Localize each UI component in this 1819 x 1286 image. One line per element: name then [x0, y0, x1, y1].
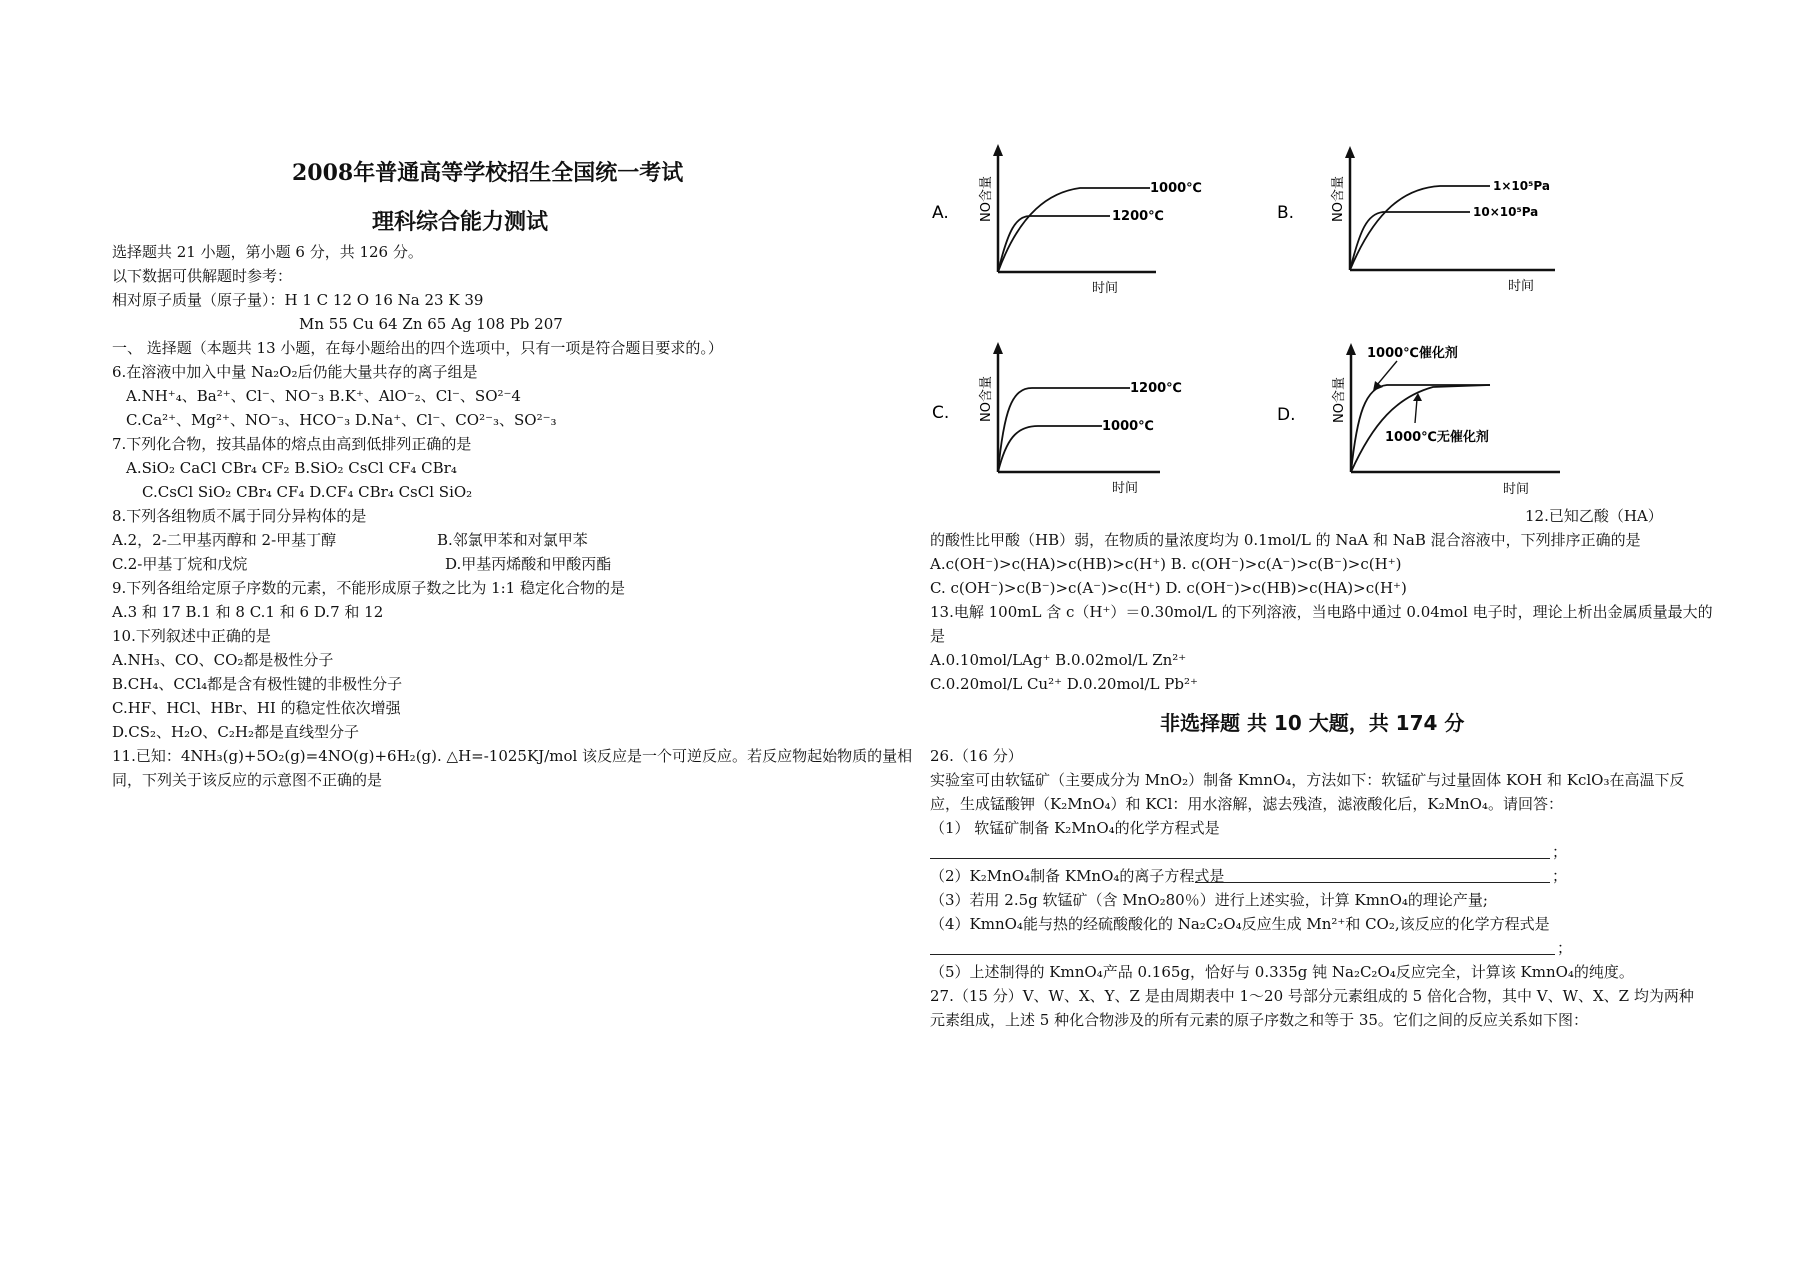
section-heading: 一、 选择题（本题共 13 小题，在每小题给出的四个选项中，只有一项是符合题目要求的。）: [112, 339, 723, 357]
option-line: C. c(OH⁻)>c(B⁻)>c(A⁻)>c(H⁺) D. c(OH⁻)>c(HB)>c(HA)>c(H⁺): [930, 579, 1407, 597]
graph-label: D.: [1277, 405, 1296, 425]
intro-line: 选择题共 21 小题，第小题 6 分，共 126 分。: [112, 243, 423, 261]
x-axis-label: 时间: [1112, 481, 1139, 496]
blank-end-mark: ；: [1552, 843, 1568, 861]
intro-line: 以下数据可供解题时参考：: [112, 267, 293, 285]
question-26-text: 应，生成锰酸钾（K₂MnO₄）和 KCl：用水溶解，滤去残渣，滤液酸化后，K₂MnO₄。请回答：: [930, 795, 1563, 813]
curve-10e5: [1350, 212, 1470, 270]
x-axis-label: 时间: [1092, 281, 1119, 296]
question-8: 8.下列各组物质不属于同分异构体的是: [112, 507, 367, 525]
curve-label: 10×10⁵Pa: [1473, 205, 1539, 219]
curve-label: 1000℃催化剂: [1367, 346, 1458, 361]
curve-label: 1200℃: [1112, 209, 1164, 224]
atomic-mass-line: 相对原子质量（原子量）：H 1 C 12 O 16 Na 23 K 39: [112, 291, 484, 309]
option-a: A.2，2-二甲基丙醇和 2-甲基丁醇: [112, 531, 337, 549]
option-d: D.CS₂、H₂O、C₂H₂都是直线型分子: [112, 723, 360, 741]
curve-1e5: [1350, 186, 1490, 270]
blank-end-mark: ；: [1552, 867, 1568, 885]
exam-title: 2008年普通高等学校招生全国统一考试: [292, 160, 684, 186]
question-27-cont: 元素组成，上述 5 种化合物涉及的所有元素的原子序数之和等于 35。它们之间的反应关系如下图：: [930, 1011, 1588, 1029]
curve-label: 1000℃: [1150, 181, 1202, 196]
subquestion-5: （5）上述制得的 KmnO₄产品 0.165g，恰好与 0.335g 钝 Na₂C₂O₄反应完全，计算该 KmnO₄的纯度。: [930, 963, 1634, 981]
curve-label: 1000℃无催化剂: [1385, 430, 1489, 445]
option-line: C.Ca²⁺、Mg²⁺、NO⁻₃、HCO⁻₃ D.Na⁺、Cl⁻、CO²⁻₃、SO²⁻₃: [126, 411, 557, 429]
graph-label: A.: [932, 203, 949, 223]
question-7: 7.下列化合物，按其晶体的熔点由高到低排列正确的是: [112, 435, 472, 453]
option-line: C.0.20mol/L Cu²⁺ D.0.20mol/L Pb²⁺: [930, 675, 1198, 693]
option-line: A.NH⁺₄、Ba²⁺、Cl⁻、NO⁻₃ B.K⁺、AlO⁻₂、Cl⁻、SO²⁻4: [126, 387, 521, 405]
option-line: A.0.10mol/LAg⁺ B.0.02mol/L Zn²⁺: [930, 651, 1187, 669]
question-12-cont: 的酸性比甲酸（HB）弱，在物质的量浓度均为 0.1mol/L 的 NaA 和 NaB 混合溶液中，下列排序正确的是: [930, 531, 1641, 549]
subquestion-2: （2）K₂MnO₄制备 KMnO₄的离子方程式是: [930, 867, 1225, 885]
x-axis-label: 时间: [1508, 279, 1535, 294]
atomic-mass-line: Mn 55 Cu 64 Zn 65 Ag 108 Pb 207: [299, 315, 563, 333]
curve-1200: [998, 216, 1110, 272]
curve-label: 1200℃: [1130, 381, 1182, 396]
question-10: 10.下列叙述中正确的是: [112, 627, 271, 645]
graph-label: C.: [932, 403, 950, 423]
option-b: B.邻氯甲苯和对氯甲苯: [437, 531, 588, 549]
question-27: 27.（15 分）V、W、X、Y、Z 是由周期表中 1～20 号部分元素组成的 5 倍化合物，其中 V、W、X、Z 均为两种: [930, 987, 1694, 1005]
y-axis-label: NO含量: [1331, 176, 1346, 222]
option-c: C.HF、HCl、HBr、HI 的稳定性依次增强: [112, 699, 401, 717]
x-axis-label: 时间: [1503, 482, 1530, 497]
graph-b: [1265, 140, 1585, 300]
option-line: A.3 和 17 B.1 和 8 C.1 和 6 D.7 和 12: [112, 603, 384, 621]
answer-blank: [930, 858, 1550, 859]
graph-d: [1265, 335, 1585, 500]
option-a: A.NH₃、CO、CO₂都是极性分子: [112, 651, 334, 669]
curve-label: 1×10⁵Pa: [1493, 179, 1550, 193]
curve-label: 1000℃: [1102, 419, 1154, 434]
subquestion-1: （1） 软锰矿制备 K₂MnO₄的化学方程式是: [930, 819, 1220, 837]
option-line: A.c(OH⁻)>c(HA)>c(HB)>c(H⁺) B. c(OH⁻)>c(A⁻)>c(B⁻)>c(H⁺): [930, 555, 1402, 573]
question-26: 26.（16 分）: [930, 747, 1023, 765]
blank-end-mark: ；: [1557, 939, 1573, 957]
option-c: C.2-甲基丁烷和戊烷: [112, 555, 248, 573]
question-11: 11.已知：4NH₃(g)+5O₂(g)=4NO(g)+6H₂(g). △H=-1025KJ/mol 该反应是一个可逆反应。若反应物起始物质的量相: [112, 747, 913, 765]
question-9: 9.下列各组给定原子序数的元素，不能形成原子数之比为 1:1 稳定化合物的是: [112, 579, 625, 597]
question-13-cont: 是: [930, 627, 946, 645]
section-heading: 非选择题 共 10 大题，共 174 分: [1160, 711, 1465, 735]
option-line: A.SiO₂ CaCl CBr₄ CF₂ B.SiO₂ CsCl CF₄ CBr₄: [126, 459, 457, 477]
graph-label: B.: [1277, 203, 1295, 223]
question-26-text: 实验室可由软锰矿（主要成分为 MnO₂）制备 KmnO₄，方法如下：软锰矿与过量固体 KOH 和 KclO₃在高温下反: [930, 771, 1685, 789]
y-axis-label: NO含量: [1332, 377, 1347, 423]
y-axis-label: NO含量: [979, 376, 994, 422]
answer-blank: [930, 954, 1555, 955]
question-6: 6.在溶液中加入中量 Na₂O₂后仍能大量共存的离子组是: [112, 363, 478, 381]
subquestion-3: （3）若用 2.5g 软锰矿（含 MnO₂80％）进行上述实验，计算 KmnO₄的理论产量;: [930, 891, 1488, 909]
graph-c: [920, 340, 1220, 500]
question-11-cont: 同，下列关于该反应的示意图不正确的是: [112, 771, 383, 789]
graph-a: [920, 140, 1220, 300]
subquestion-4: （4）KmnO₄能与热的经硫酸酸化的 Na₂C₂O₄反应生成 Mn²⁺和 CO₂,该反应的化学方程式是: [930, 915, 1550, 933]
question-12: 12.已知乙酸（HA）: [1525, 507, 1663, 525]
option-b: B.CH₄、CCl₄都是含有极性键的非极性分子: [112, 675, 403, 693]
answer-blank: [1195, 882, 1550, 883]
exam-subtitle: 理科综合能力测试: [372, 209, 549, 235]
question-13: 13.电解 100mL 含 c（H⁺）＝0.30mol/L 的下列溶液，当电路中通过 0.04mol 电子时，理论上析出金属质量最大的: [930, 603, 1713, 621]
y-axis-label: NO含量: [979, 176, 994, 222]
option-line: C.CsCl SiO₂ CBr₄ CF₄ D.CF₄ CBr₄ CsCl SiO₂: [142, 483, 473, 501]
curve-1000: [998, 426, 1102, 472]
curve-1000: [998, 188, 1150, 272]
option-d: D.甲基丙烯酸和甲酸丙酯: [445, 555, 612, 573]
